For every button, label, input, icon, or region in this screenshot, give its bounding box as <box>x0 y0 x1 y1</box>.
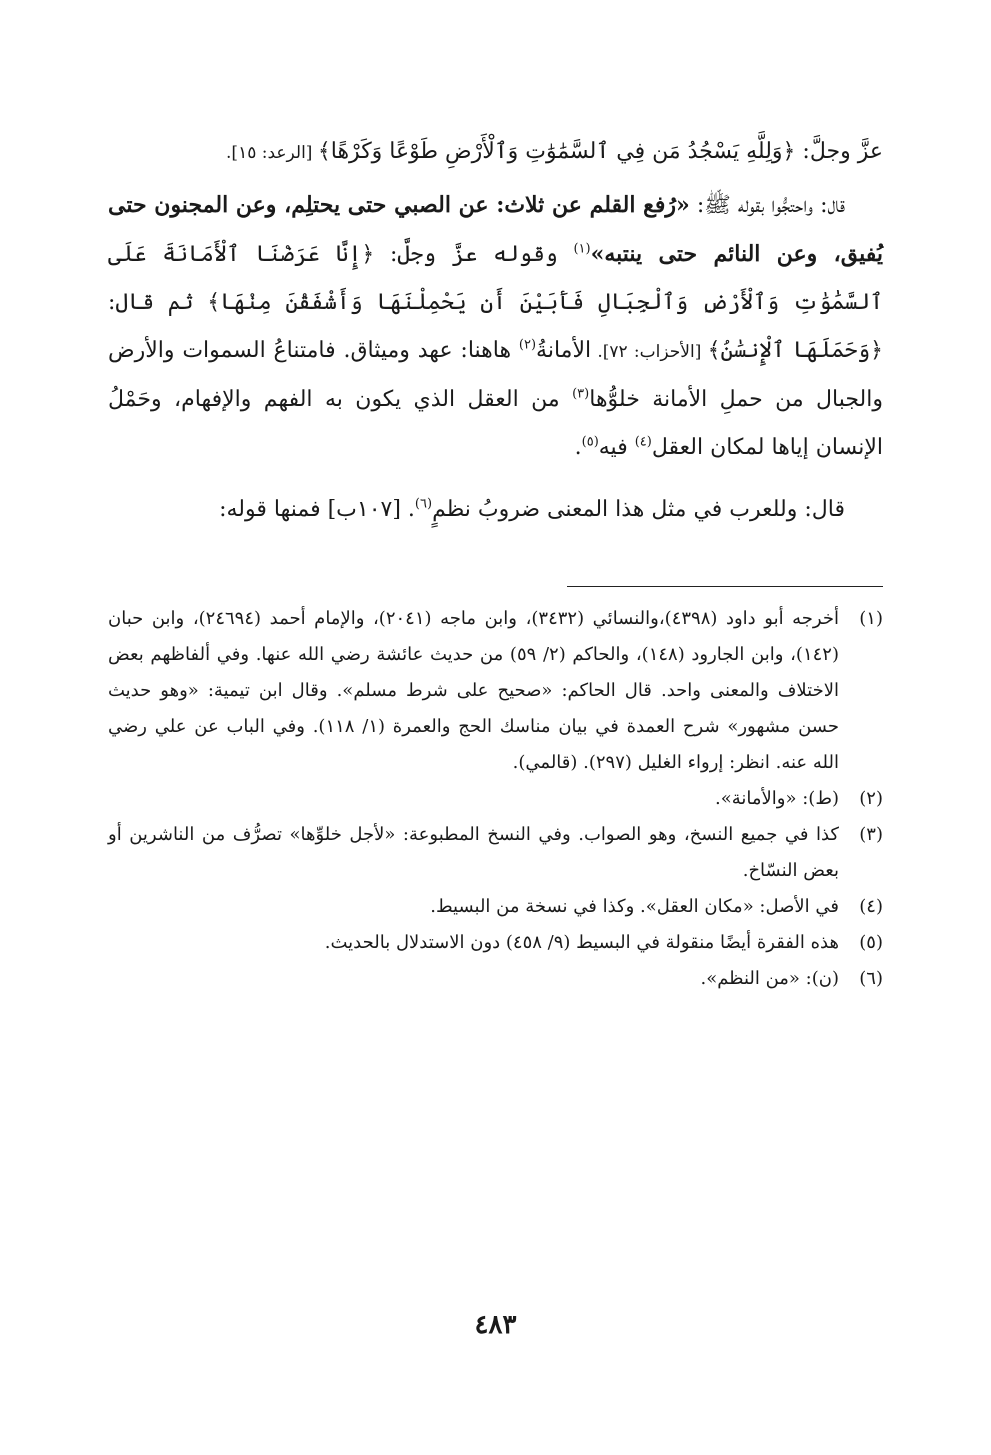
footnote-5 <box>108 925 883 961</box>
footnote-4 <box>108 889 883 925</box>
text-run: فيه <box>598 435 635 460</box>
text-run: عزَّ وجلَّ: <box>795 139 883 164</box>
footnote-text: كذا في جميع النسخ، وهو الصواب. وفي النسخ المطبوعة: «لأجل خلوِّها» تصرُّف من الناشرين أو بعض النسّاخ. <box>108 824 839 881</box>
footnote-number: (٤) <box>859 896 883 917</box>
footnote-text: (ن): «من النظم». <box>700 968 839 989</box>
paragraph-2 <box>108 181 883 472</box>
footnote-number: (٥) <box>859 932 883 953</box>
footnote-marker-6[interactable]: (٦) <box>414 496 433 512</box>
footnotes <box>108 601 883 997</box>
text-run: الأمانةُ <box>536 338 592 363</box>
footnote-1 <box>108 601 883 781</box>
verse-reference: [الأحزاب: ٧٢]. <box>591 342 708 362</box>
footnote-number: (٦) <box>859 968 883 989</box>
footnote-2 <box>108 781 883 817</box>
text-run: وقوله عزَّ وجلَّ: <box>374 242 574 267</box>
footnote-marker-5[interactable]: (٥) <box>581 434 599 450</box>
main-text <box>108 128 883 534</box>
quran-verse: ﴿وَحَمَلَهَا ٱلْإِنسَٰنُ﴾ <box>707 338 883 363</box>
text-run: . [١٠٧ب] فمنها قوله: <box>219 497 415 522</box>
verse-reference: [الرعد: ١٥]. <box>226 143 318 163</box>
footnote-6 <box>108 961 883 997</box>
footnote-marker-4[interactable]: (٤) <box>634 434 652 450</box>
quran-verse: ﴿إِنَّا عَرَضْنَا ٱلْأَمَانَةَ عَلَى ٱلسَّمَٰوَٰتِ وَٱلْأَرْضِ وَٱلْجِبَالِ فَأَبَيْنَ أَن يَحْمِلْنَهَا وَأَشْفَقْنَ مِنْهَا﴾ <box>108 242 884 315</box>
footnote-text: (ط): «والأمانة». <box>715 788 839 809</box>
footnote-number: (٣) <box>859 824 883 845</box>
footnote-number: (١) <box>859 608 883 629</box>
footnote-number: (٢) <box>859 788 883 809</box>
text-run: قال: وللعرب في مثل هذا المعنى ضروبُ نظمٍ <box>432 497 845 522</box>
footnote-separator <box>567 586 883 587</box>
footnote-marker-1[interactable]: (١) <box>573 241 591 257</box>
footnote-3 <box>108 817 883 889</box>
text-run: ثم قال: <box>108 290 208 315</box>
text-run: قال: واحتجُّوا بقوله ﷺ: <box>689 193 846 218</box>
book-page <box>108 128 883 1455</box>
page-number: ٤٨٣ <box>474 1310 517 1340</box>
footnote-marker-2[interactable]: (٢) <box>518 337 537 353</box>
footnote-marker-3[interactable]: (٣) <box>572 386 590 402</box>
quran-verse: ﴿وَلِلَّهِ يَسْجُدُ مَن فِي ٱلسَّمَٰوَٰتِ وَٱلْأَرْضِ طَوْعًا وَكَرْهًا﴾ <box>317 139 796 164</box>
text-run: هاهنا: عهد وميثاق. فامتناعُ السموات والأرض والجبال من حملِ الأمانة خلوُّها <box>108 338 883 412</box>
paragraph-1 <box>108 128 883 177</box>
hadith-quote: «رُفع القلم عن ثلاث: عن الصبي حتى يحتلِم، وعن المجنون حتى يُفيق، وعن النائم حتى ينتبه» <box>108 192 883 267</box>
footnote-text: أخرجه أبو داود (٤٣٩٨)،والنسائي (٣٤٣٢)، وابن ماجه (٢٠٤١)، والإمام أحمد (٢٤٦٩٤)، وابن حبان (١٤٢)، وابن الجارود (١٤٨)، والحاكم (٢/ ٥٩) من حديث عائشة رضي الله عنها. وفي ألفاظهم بعض الاختلاف والمعنى واحد. قال الحاكم: «صحيح على شرط مسلم». وقال ابن تيمية: «وهو حديث حسن مشهور» شرح العمدة في بيان مناسك الحج والعمرة (١/ ١١٨). وفي الباب عن علي رضي الله عنه. انظر: إرواء الغليل (٢٩٧). (قالمي). <box>108 608 839 773</box>
text-run: . <box>574 435 582 460</box>
footnote-text: في الأصل: «مكان العقل». وكذا في نسخة من البسيط. <box>430 896 839 917</box>
text-run: من العقل الذي يكون به الفهم والإفهام، وحَمْلُ الإنسان إياها لمكان العقل <box>108 387 883 460</box>
footnote-text: هذه الفقرة أيضًا منقولة في البسيط (٩/ ٤٥٨) دون الاستدلال بالحديث. <box>324 932 839 953</box>
paragraph-3 <box>108 486 883 534</box>
